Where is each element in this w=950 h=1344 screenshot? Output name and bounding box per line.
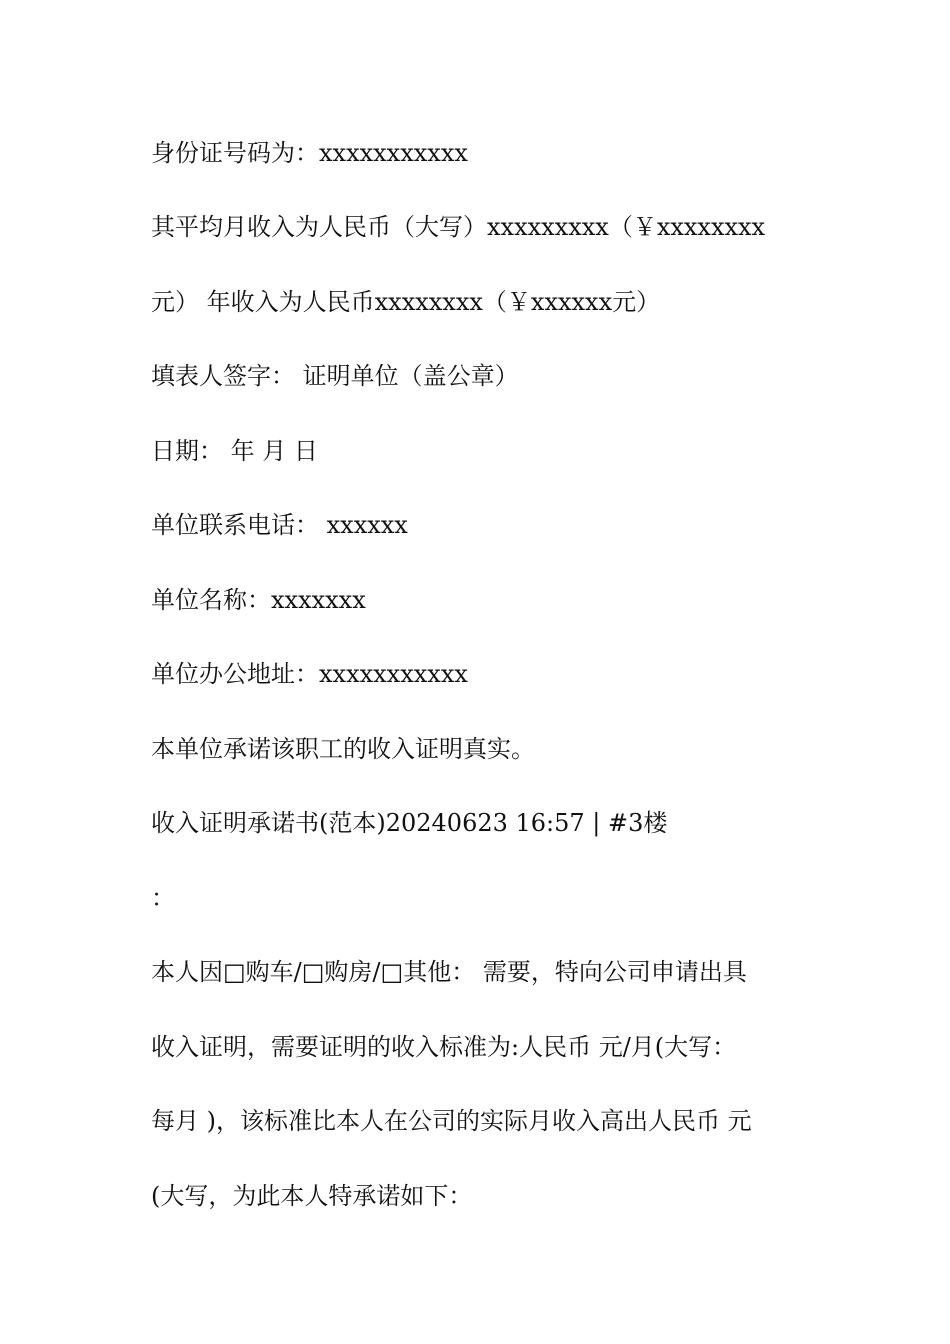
purpose-line: 本人因□购车/□购房/□其他： 需要，特向公司申请出具 xyxy=(151,958,747,986)
unit-commitment-line: 本单位承诺该职工的收入证明真实。 xyxy=(151,735,535,763)
unit-name-line: 单位名称：xxxxxxx xyxy=(151,586,366,614)
date-line: 日期： 年 月 日 xyxy=(151,437,318,465)
colon-line: ： xyxy=(151,884,175,912)
annual-income-line: 元） 年收入为人民币xxxxxxxx（￥xxxxxx元） xyxy=(151,288,661,316)
income-difference-line: 每月 )，该标准比本人在公司的实际月收入高出人民币 元 xyxy=(151,1107,752,1135)
signature-line: 填表人签字： 证明单位（盖公章） xyxy=(151,362,519,390)
commitment-intro-line: (大写，为此本人特承诺如下： xyxy=(151,1182,473,1210)
unit-phone-line: 单位联系电话： xxxxxx xyxy=(151,511,408,539)
post-header-line: 收入证明承诺书(范本)20240623 16:57 | #3楼 xyxy=(151,809,668,837)
id-number-line: 身份证号码为：xxxxxxxxxxx xyxy=(151,139,468,167)
unit-address-line: 单位办公地址：xxxxxxxxxxx xyxy=(151,660,468,688)
income-standard-line: 收入证明，需要证明的收入标准为:人民币 元/月(大写： xyxy=(151,1033,737,1061)
monthly-income-line: 其平均月收入为人民币（大写）xxxxxxxxx（￥xxxxxxxx xyxy=(151,213,766,241)
